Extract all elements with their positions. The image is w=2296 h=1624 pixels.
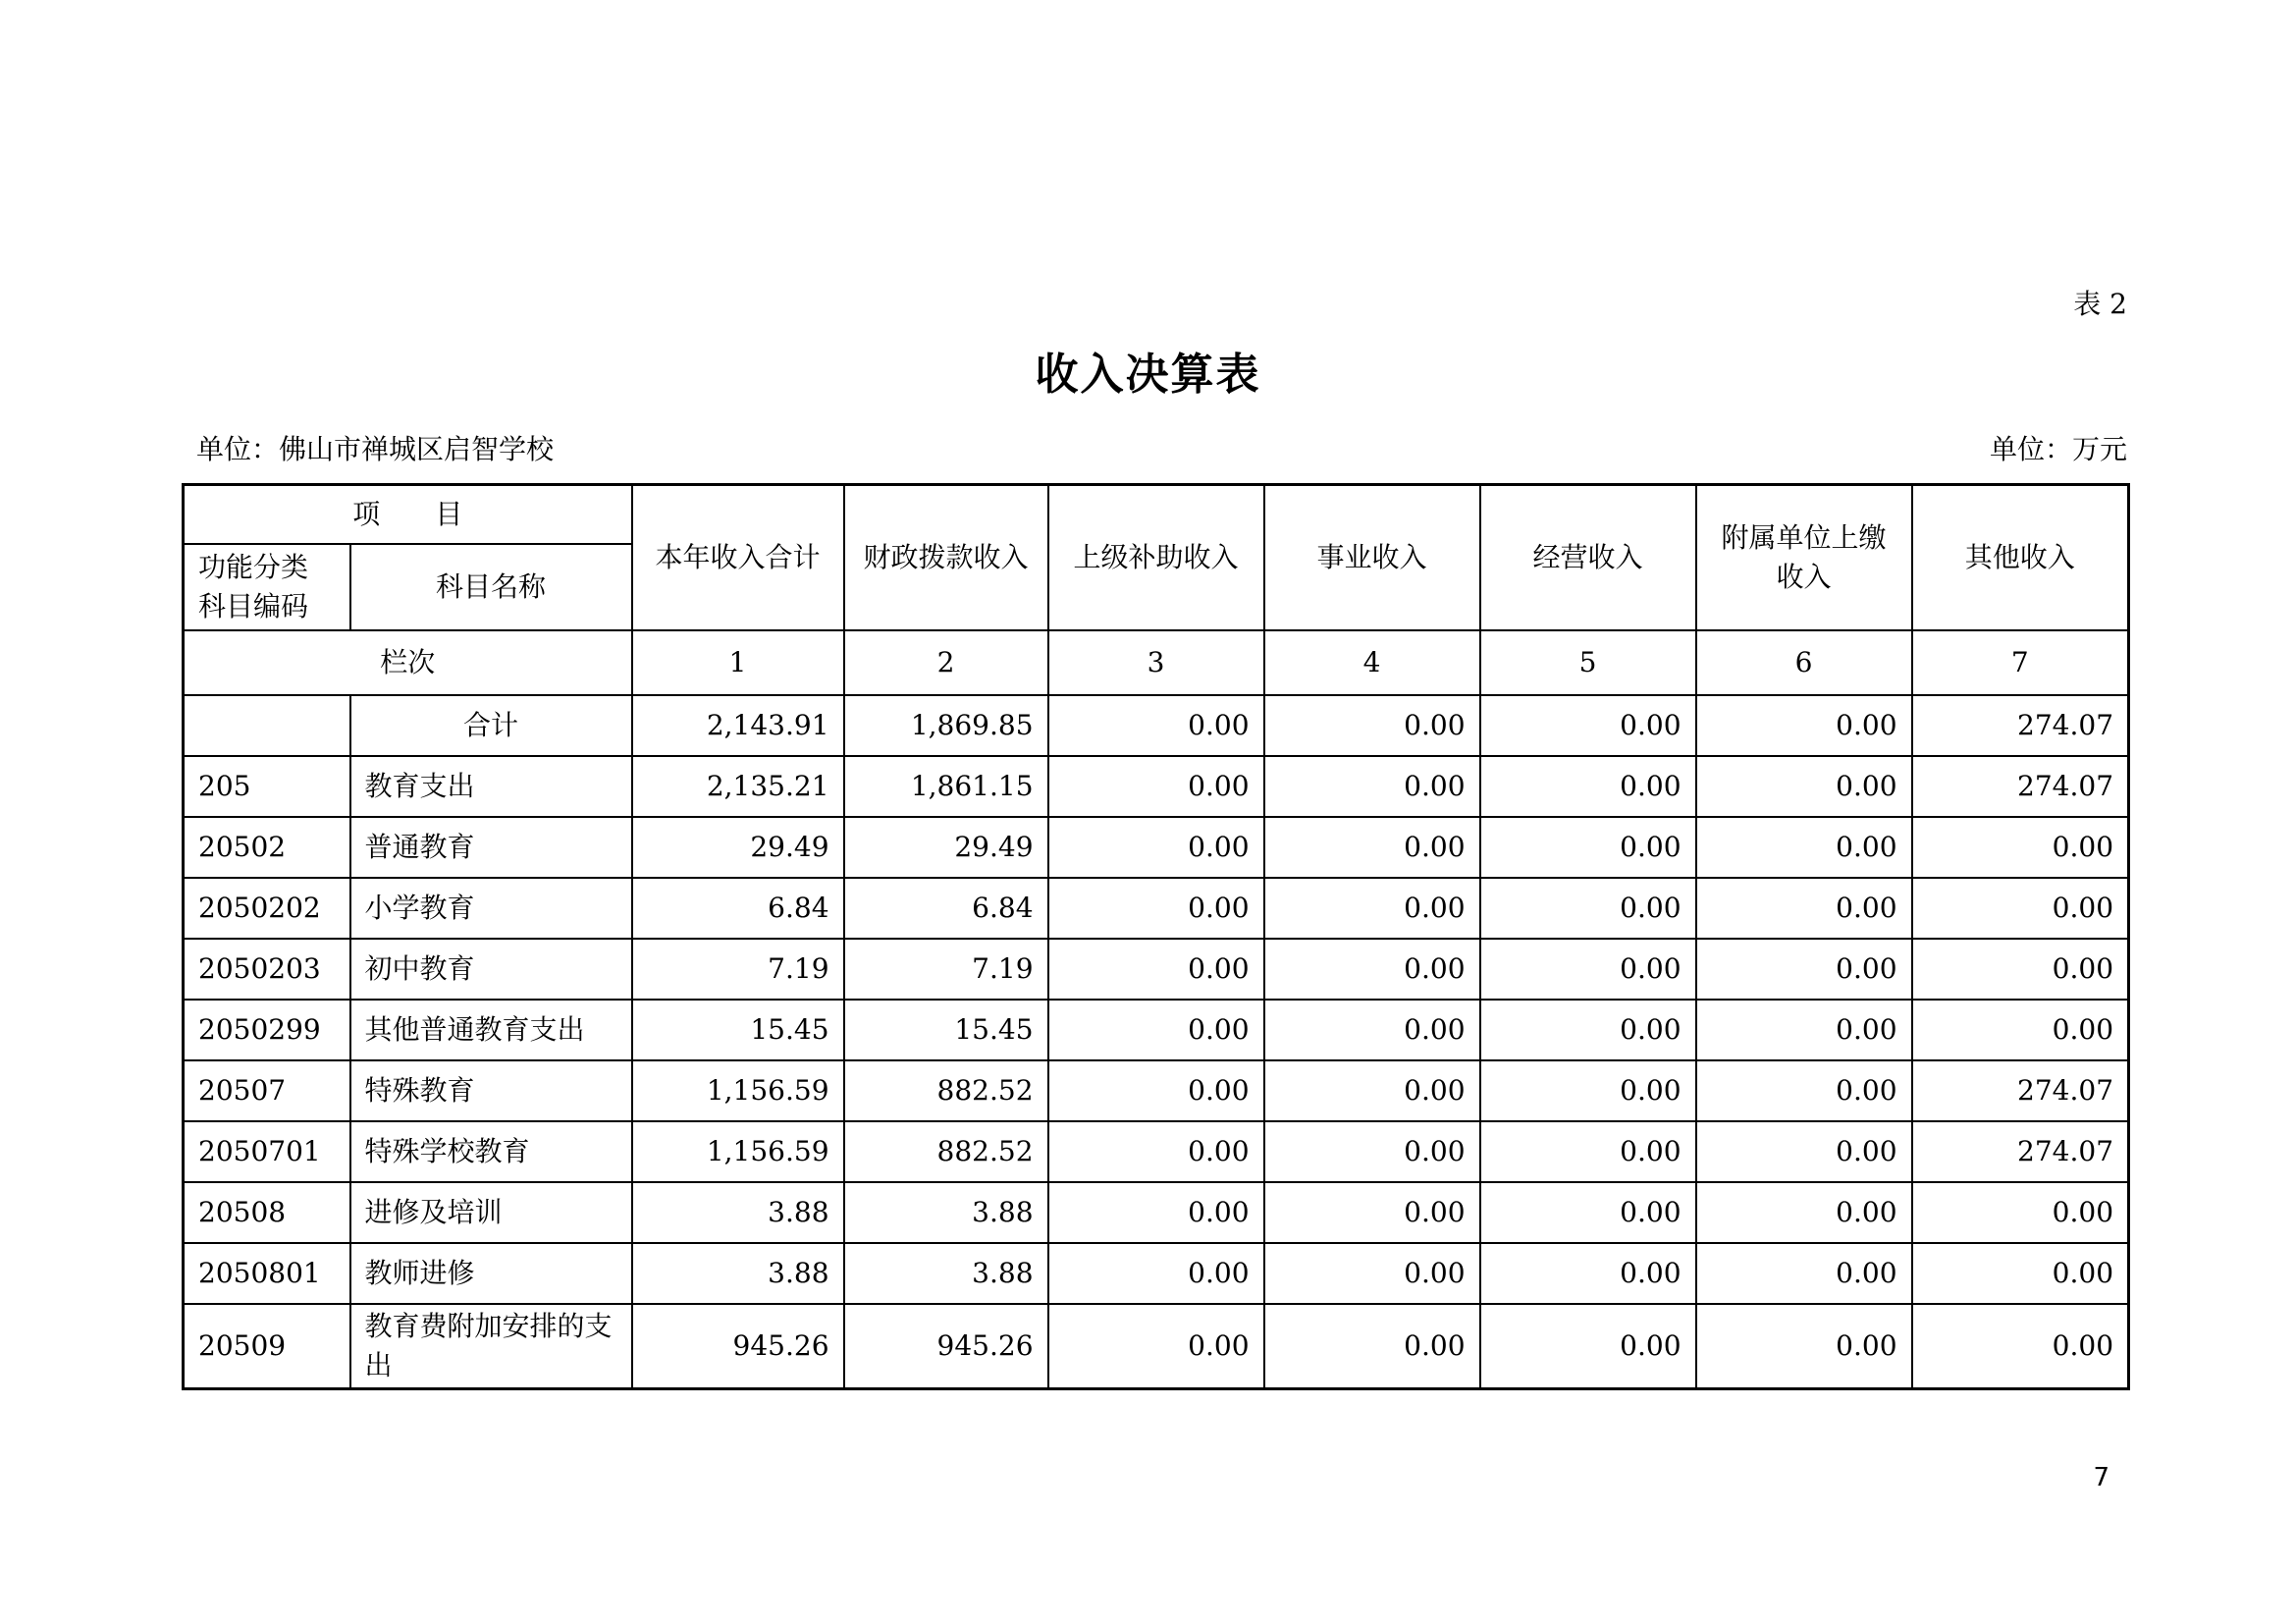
row-value-col-5: 0.00 xyxy=(1480,756,1696,817)
currency-unit: 单位：万元 xyxy=(1989,433,2127,465)
row-value-col-4: 0.00 xyxy=(1264,695,1480,756)
row-code xyxy=(184,695,350,756)
row-value-col-1: 3.88 xyxy=(632,1243,844,1304)
sequence-7: 7 xyxy=(1912,630,2129,695)
row-code: 20508 xyxy=(184,1182,350,1243)
row-name: 特殊教育 xyxy=(350,1060,632,1121)
row-name: 普通教育 xyxy=(350,817,632,878)
sequence-1: 1 xyxy=(632,630,844,695)
row-code: 20509 xyxy=(184,1304,350,1389)
row-value-col-3: 0.00 xyxy=(1048,1060,1264,1121)
table-row xyxy=(184,878,2129,939)
row-value-col-3: 0.00 xyxy=(1048,1000,1264,1060)
row-value-col-3: 0.00 xyxy=(1048,1182,1264,1243)
row-value-col-6: 0.00 xyxy=(1696,695,1912,756)
table-number: 表 2 xyxy=(2073,288,2127,320)
row-name: 初中教育 xyxy=(350,939,632,1000)
header-col-5: 经营收入 xyxy=(1480,485,1696,631)
row-value-col-7: 0.00 xyxy=(1912,1182,2129,1243)
row-value-col-6: 0.00 xyxy=(1696,817,1912,878)
row-value-col-3: 0.00 xyxy=(1048,1304,1264,1389)
header-col-2: 财政拨款收入 xyxy=(844,485,1048,631)
row-value-col-1: 15.45 xyxy=(632,1000,844,1060)
sequence-2: 2 xyxy=(844,630,1048,695)
page-title: 收入决算表 xyxy=(1035,350,1261,400)
row-name: 合计 xyxy=(350,695,632,756)
row-value-col-4: 0.00 xyxy=(1264,756,1480,817)
row-value-col-6: 0.00 xyxy=(1696,1243,1912,1304)
reporting-unit: 单位：佛山市禅城区启智学校 xyxy=(196,433,555,465)
row-value-col-7: 274.07 xyxy=(1912,1060,2129,1121)
row-value-col-1: 1,156.59 xyxy=(632,1121,844,1182)
row-value-col-5: 0.00 xyxy=(1480,1182,1696,1243)
row-value-col-5: 0.00 xyxy=(1480,695,1696,756)
row-value-col-1: 6.84 xyxy=(632,878,844,939)
row-name: 其他普通教育支出 xyxy=(350,1000,632,1060)
row-value-col-1: 1,156.59 xyxy=(632,1060,844,1121)
table-row xyxy=(184,1000,2129,1060)
row-code: 2050701 xyxy=(184,1121,350,1182)
header-item: 项 目 xyxy=(184,485,632,545)
row-value-col-3: 0.00 xyxy=(1048,878,1264,939)
row-value-col-2: 882.52 xyxy=(844,1121,1048,1182)
row-code: 205 xyxy=(184,756,350,817)
row-code: 2050801 xyxy=(184,1243,350,1304)
row-value-col-4: 0.00 xyxy=(1264,817,1480,878)
row-value-col-4: 0.00 xyxy=(1264,878,1480,939)
row-value-col-2: 7.19 xyxy=(844,939,1048,1000)
page-number: 7 xyxy=(2093,1463,2109,1492)
header-col-6: 附属单位上缴收入 xyxy=(1696,485,1912,631)
row-value-col-7: 274.07 xyxy=(1912,756,2129,817)
row-value-col-6: 0.00 xyxy=(1696,1121,1912,1182)
row-value-col-4: 0.00 xyxy=(1264,939,1480,1000)
row-value-col-7: 0.00 xyxy=(1912,1243,2129,1304)
row-value-col-4: 0.00 xyxy=(1264,1121,1480,1182)
row-value-col-6: 0.00 xyxy=(1696,1182,1912,1243)
row-value-col-1: 29.49 xyxy=(632,817,844,878)
row-name: 教师进修 xyxy=(350,1243,632,1304)
row-value-col-5: 0.00 xyxy=(1480,1243,1696,1304)
sequence-label: 栏次 xyxy=(184,630,632,695)
sequence-4: 4 xyxy=(1264,630,1480,695)
header-name: 科目名称 xyxy=(350,544,632,630)
row-value-col-3: 0.00 xyxy=(1048,1121,1264,1182)
row-value-col-5: 0.00 xyxy=(1480,878,1696,939)
row-value-col-7: 0.00 xyxy=(1912,817,2129,878)
row-name: 特殊学校教育 xyxy=(350,1121,632,1182)
header-col-3: 上级补助收入 xyxy=(1048,485,1264,631)
header-col-4: 事业收入 xyxy=(1264,485,1480,631)
sequence-3: 3 xyxy=(1048,630,1264,695)
table-row xyxy=(184,1060,2129,1121)
row-value-col-7: 0.00 xyxy=(1912,878,2129,939)
row-code: 20507 xyxy=(184,1060,350,1121)
row-value-col-7: 0.00 xyxy=(1912,1000,2129,1060)
header-code: 功能分类科目编码 xyxy=(184,544,350,630)
row-value-col-4: 0.00 xyxy=(1264,1182,1480,1243)
row-value-col-5: 0.00 xyxy=(1480,1060,1696,1121)
table-row xyxy=(184,695,2129,756)
row-value-col-2: 1,869.85 xyxy=(844,695,1048,756)
row-value-col-5: 0.00 xyxy=(1480,1304,1696,1389)
row-name: 小学教育 xyxy=(350,878,632,939)
row-value-col-6: 0.00 xyxy=(1696,1000,1912,1060)
table-row xyxy=(184,1182,2129,1243)
row-value-col-3: 0.00 xyxy=(1048,695,1264,756)
header-col-1: 本年收入合计 xyxy=(632,485,844,631)
row-value-col-5: 0.00 xyxy=(1480,1000,1696,1060)
row-code: 2050203 xyxy=(184,939,350,1000)
row-code: 20502 xyxy=(184,817,350,878)
table-row xyxy=(184,756,2129,817)
row-name: 进修及培训 xyxy=(350,1182,632,1243)
row-name: 教育费附加安排的支出 xyxy=(350,1304,632,1389)
row-value-col-1: 945.26 xyxy=(632,1304,844,1389)
row-value-col-7: 274.07 xyxy=(1912,695,2129,756)
row-value-col-6: 0.00 xyxy=(1696,939,1912,1000)
table-row xyxy=(184,1304,2129,1389)
row-value-col-1: 2,135.21 xyxy=(632,756,844,817)
row-value-col-4: 0.00 xyxy=(1264,1000,1480,1060)
row-value-col-2: 6.84 xyxy=(844,878,1048,939)
row-value-col-5: 0.00 xyxy=(1480,817,1696,878)
row-name: 教育支出 xyxy=(350,756,632,817)
row-value-col-6: 0.00 xyxy=(1696,878,1912,939)
table-row xyxy=(184,817,2129,878)
table-row xyxy=(184,1243,2129,1304)
row-value-col-2: 882.52 xyxy=(844,1060,1048,1121)
row-value-col-1: 7.19 xyxy=(632,939,844,1000)
row-value-col-2: 945.26 xyxy=(844,1304,1048,1389)
row-value-col-6: 0.00 xyxy=(1696,1060,1912,1121)
row-value-col-7: 0.00 xyxy=(1912,1304,2129,1389)
income-final-accounts-table xyxy=(182,483,2130,1390)
row-code: 2050299 xyxy=(184,1000,350,1060)
row-value-col-1: 3.88 xyxy=(632,1182,844,1243)
row-value-col-1: 2,143.91 xyxy=(632,695,844,756)
row-code: 2050202 xyxy=(184,878,350,939)
row-value-col-4: 0.00 xyxy=(1264,1243,1480,1304)
table-row xyxy=(184,1121,2129,1182)
row-value-col-4: 0.00 xyxy=(1264,1060,1480,1121)
row-value-col-3: 0.00 xyxy=(1048,1243,1264,1304)
row-value-col-3: 0.00 xyxy=(1048,817,1264,878)
row-value-col-6: 0.00 xyxy=(1696,1304,1912,1389)
row-value-col-2: 29.49 xyxy=(844,817,1048,878)
row-value-col-5: 0.00 xyxy=(1480,939,1696,1000)
header-col-7: 其他收入 xyxy=(1912,485,2129,631)
row-value-col-2: 1,861.15 xyxy=(844,756,1048,817)
row-value-col-2: 3.88 xyxy=(844,1243,1048,1304)
sequence-6: 6 xyxy=(1696,630,1912,695)
row-value-col-5: 0.00 xyxy=(1480,1121,1696,1182)
row-value-col-7: 274.07 xyxy=(1912,1121,2129,1182)
row-value-col-6: 0.00 xyxy=(1696,756,1912,817)
row-value-col-7: 0.00 xyxy=(1912,939,2129,1000)
row-value-col-3: 0.00 xyxy=(1048,756,1264,817)
table-row xyxy=(184,939,2129,1000)
row-value-col-2: 15.45 xyxy=(844,1000,1048,1060)
row-value-col-2: 3.88 xyxy=(844,1182,1048,1243)
row-value-col-3: 0.00 xyxy=(1048,939,1264,1000)
row-value-col-4: 0.00 xyxy=(1264,1304,1480,1389)
sequence-5: 5 xyxy=(1480,630,1696,695)
